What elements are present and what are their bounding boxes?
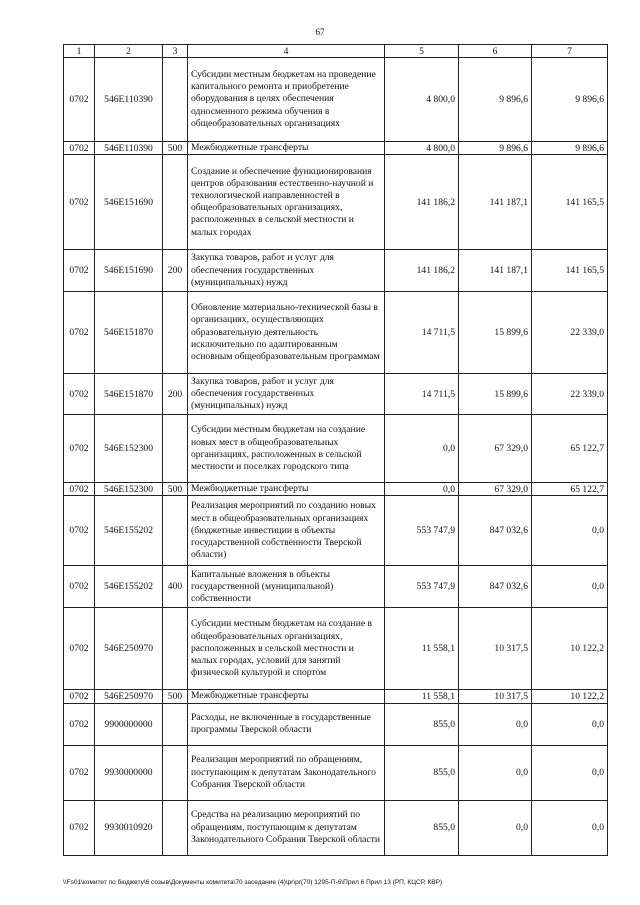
amount-col-6: 847 032,6	[459, 566, 532, 608]
table-row	[64, 608, 608, 690]
amount-col-5: 11 558,1	[385, 690, 459, 703]
amount-col-7: 9 896,6	[532, 58, 608, 142]
amount-col-5: 14 711,5	[385, 374, 459, 415]
table-row	[64, 142, 608, 155]
amount-col-7: 0,0	[532, 496, 608, 566]
amount-col-5: 855,0	[385, 800, 459, 855]
amount-col-6: 15 899,6	[459, 374, 532, 415]
amount-col-6: 9 896,6	[459, 142, 532, 155]
target-article-code: 9930010920	[95, 800, 163, 855]
amount-col-6: 9 896,6	[459, 58, 532, 142]
expense-name: Межбюджетные трансферты	[188, 142, 385, 155]
target-article-code: 546E155202	[95, 496, 163, 566]
amount-col-7: 65 122,7	[532, 483, 608, 496]
expense-type-code: 400	[163, 566, 188, 608]
table-row	[64, 58, 608, 142]
expense-name: Закупка товаров, работ и услуг для обеспечения государственных (муниципальных) нужд	[188, 374, 385, 415]
expense-type-code: 500	[163, 142, 188, 155]
amount-col-7: 0,0	[532, 745, 608, 800]
section-code: 0702	[64, 496, 95, 566]
table-row	[64, 292, 608, 374]
expense-type-code	[163, 496, 188, 566]
amount-col-7: 22 339,0	[532, 292, 608, 374]
target-article-code: 546E152300	[95, 483, 163, 496]
header-col-6: 6	[459, 45, 532, 58]
target-article-code: 546E151870	[95, 374, 163, 415]
expense-type-code	[163, 155, 188, 250]
amount-col-5: 14 711,5	[385, 292, 459, 374]
amount-col-6: 10 317,5	[459, 690, 532, 703]
amount-col-7: 22 339,0	[532, 374, 608, 415]
expense-name: Закупка товаров, работ и услуг для обеспечения государственных (муниципальных) нужд	[188, 250, 385, 292]
header-col-2: 2	[95, 45, 163, 58]
section-code: 0702	[64, 415, 95, 483]
target-article-code: 546E152300	[95, 415, 163, 483]
table-row	[64, 155, 608, 250]
section-code: 0702	[64, 745, 95, 800]
amount-col-6: 141 187,1	[459, 155, 532, 250]
expense-type-code: 500	[163, 483, 188, 496]
table-row	[64, 800, 608, 855]
expense-name: Средства на реализацию мероприятий по обращениям, поступающим к депутатам Законодательного Собрания Тверской области	[188, 800, 385, 855]
table-row	[64, 483, 608, 496]
amount-col-5: 0,0	[385, 415, 459, 483]
amount-col-5: 4 800,0	[385, 142, 459, 155]
target-article-code: 546E155202	[95, 566, 163, 608]
expense-type-code	[163, 58, 188, 142]
amount-col-7: 0,0	[532, 566, 608, 608]
amount-col-7: 10 122,2	[532, 608, 608, 690]
section-code: 0702	[64, 58, 95, 142]
expense-name: Межбюджетные трансферты	[188, 483, 385, 496]
expense-type-code	[163, 745, 188, 800]
amount-col-5: 141 186,2	[385, 250, 459, 292]
table-row	[64, 745, 608, 800]
expense-name: Реализация мероприятий по обращениям, поступающим к депутатам Законодательного Собрания Тверской области	[188, 745, 385, 800]
target-article-code: 546E250970	[95, 690, 163, 703]
section-code: 0702	[64, 690, 95, 703]
header-col-4: 4	[188, 45, 385, 58]
section-code: 0702	[64, 155, 95, 250]
target-article-code: 546E110390	[95, 58, 163, 142]
header-col-7: 7	[532, 45, 608, 58]
section-code: 0702	[64, 608, 95, 690]
expense-name: Расходы, не включенные в государственные программы Тверской области	[188, 703, 385, 745]
amount-col-6: 847 032,6	[459, 496, 532, 566]
amount-col-5: 4 800,0	[385, 58, 459, 142]
header-row	[64, 45, 608, 58]
expense-type-code: 200	[163, 250, 188, 292]
amount-col-7: 9 896,6	[532, 142, 608, 155]
expense-name: Субсидии местным бюджетам на создание новых мест в общеобразовательных организациях, расположенных в сельской местности и поселках городского типа	[188, 415, 385, 483]
section-code: 0702	[64, 703, 95, 745]
expense-name: Межбюджетные трансферты	[188, 690, 385, 703]
table-row	[64, 415, 608, 483]
table-row	[64, 566, 608, 608]
amount-col-7: 0,0	[532, 703, 608, 745]
expense-name: Создание и обеспечение функционирования центров образования естественно-научной и технологической направленностей в общеобразовательных организациях, расположенных в сельской местности и малых городах	[188, 155, 385, 250]
expense-name: Обновление материально-технической базы в организациях, осуществляющих образовательную деятельность исключительно по адаптированным основным общеобразовательным программам	[188, 292, 385, 374]
target-article-code: 546E151690	[95, 155, 163, 250]
amount-col-6: 15 899,6	[459, 292, 532, 374]
section-code: 0702	[64, 250, 95, 292]
amount-col-6: 0,0	[459, 800, 532, 855]
target-article-code: 546E151870	[95, 292, 163, 374]
amount-col-6: 0,0	[459, 703, 532, 745]
amount-col-7: 65 122,7	[532, 415, 608, 483]
table-row	[64, 496, 608, 566]
amount-col-6: 0,0	[459, 745, 532, 800]
table-row	[64, 703, 608, 745]
target-article-code: 9900000000	[95, 703, 163, 745]
section-code: 0702	[64, 142, 95, 155]
target-article-code: 546E250970	[95, 608, 163, 690]
section-code: 0702	[64, 800, 95, 855]
section-code: 0702	[64, 292, 95, 374]
amount-col-5: 855,0	[385, 703, 459, 745]
target-article-code: 546E151690	[95, 250, 163, 292]
amount-col-5: 553 747,9	[385, 566, 459, 608]
expense-type-code: 200	[163, 374, 188, 415]
budget-table	[63, 44, 608, 856]
table-row	[64, 690, 608, 703]
expense-type-code	[163, 703, 188, 745]
amount-col-5: 855,0	[385, 745, 459, 800]
amount-col-7: 10 122,2	[532, 690, 608, 703]
expense-name: Капитальные вложения в объекты государственной (муниципальной) собственности	[188, 566, 385, 608]
section-code: 0702	[64, 374, 95, 415]
expense-type-code	[163, 608, 188, 690]
amount-col-7: 141 165,5	[532, 155, 608, 250]
amount-col-7: 141 165,5	[532, 250, 608, 292]
amount-col-6: 67 329,0	[459, 415, 532, 483]
target-article-code: 9930000000	[95, 745, 163, 800]
amount-col-6: 10 317,5	[459, 608, 532, 690]
page-number: 67	[315, 27, 325, 37]
section-code: 0702	[64, 566, 95, 608]
target-article-code: 546E110390	[95, 142, 163, 155]
table-row	[64, 374, 608, 415]
expense-type-code: 500	[163, 690, 188, 703]
amount-col-6: 67 329,0	[459, 483, 532, 496]
header-col-5: 5	[385, 45, 459, 58]
expense-name: Субсидии местным бюджетам на проведение капитального ремонта и приобретение оборудования в целях обеспечения односменного режима обучения в общеобразовательных организациях	[188, 58, 385, 142]
header-col-1: 1	[64, 45, 95, 58]
amount-col-5: 11 558,1	[385, 608, 459, 690]
header-col-3: 3	[163, 45, 188, 58]
file-path-footer: \\Fs01\комитет по бюджету\6 созыв\Документы комитета\70 заседание (4)\pr\pr(70) 1295-П-6\Прил 6 Прил 13 (РП, КЦСР, КВР)	[63, 879, 443, 886]
expense-type-code	[163, 800, 188, 855]
amount-col-5: 553 747,9	[385, 496, 459, 566]
expense-name: Субсидии местным бюджетам на создание в общеобразовательных организациях, расположенных в сельской местности и малых городах, условий для занятий физической культурой и спортом	[188, 608, 385, 690]
expense-type-code	[163, 415, 188, 483]
amount-col-6: 141 187,1	[459, 250, 532, 292]
amount-col-5: 141 186,2	[385, 155, 459, 250]
section-code: 0702	[64, 483, 95, 496]
table-row	[64, 250, 608, 292]
expense-type-code	[163, 292, 188, 374]
amount-col-5: 0,0	[385, 483, 459, 496]
amount-col-7: 0,0	[532, 800, 608, 855]
expense-name: Реализация мероприятий по созданию новых мест в общеобразовательных организациях (бюджетные инвестиции в объекты государственной собственности Тверской области)	[188, 496, 385, 566]
